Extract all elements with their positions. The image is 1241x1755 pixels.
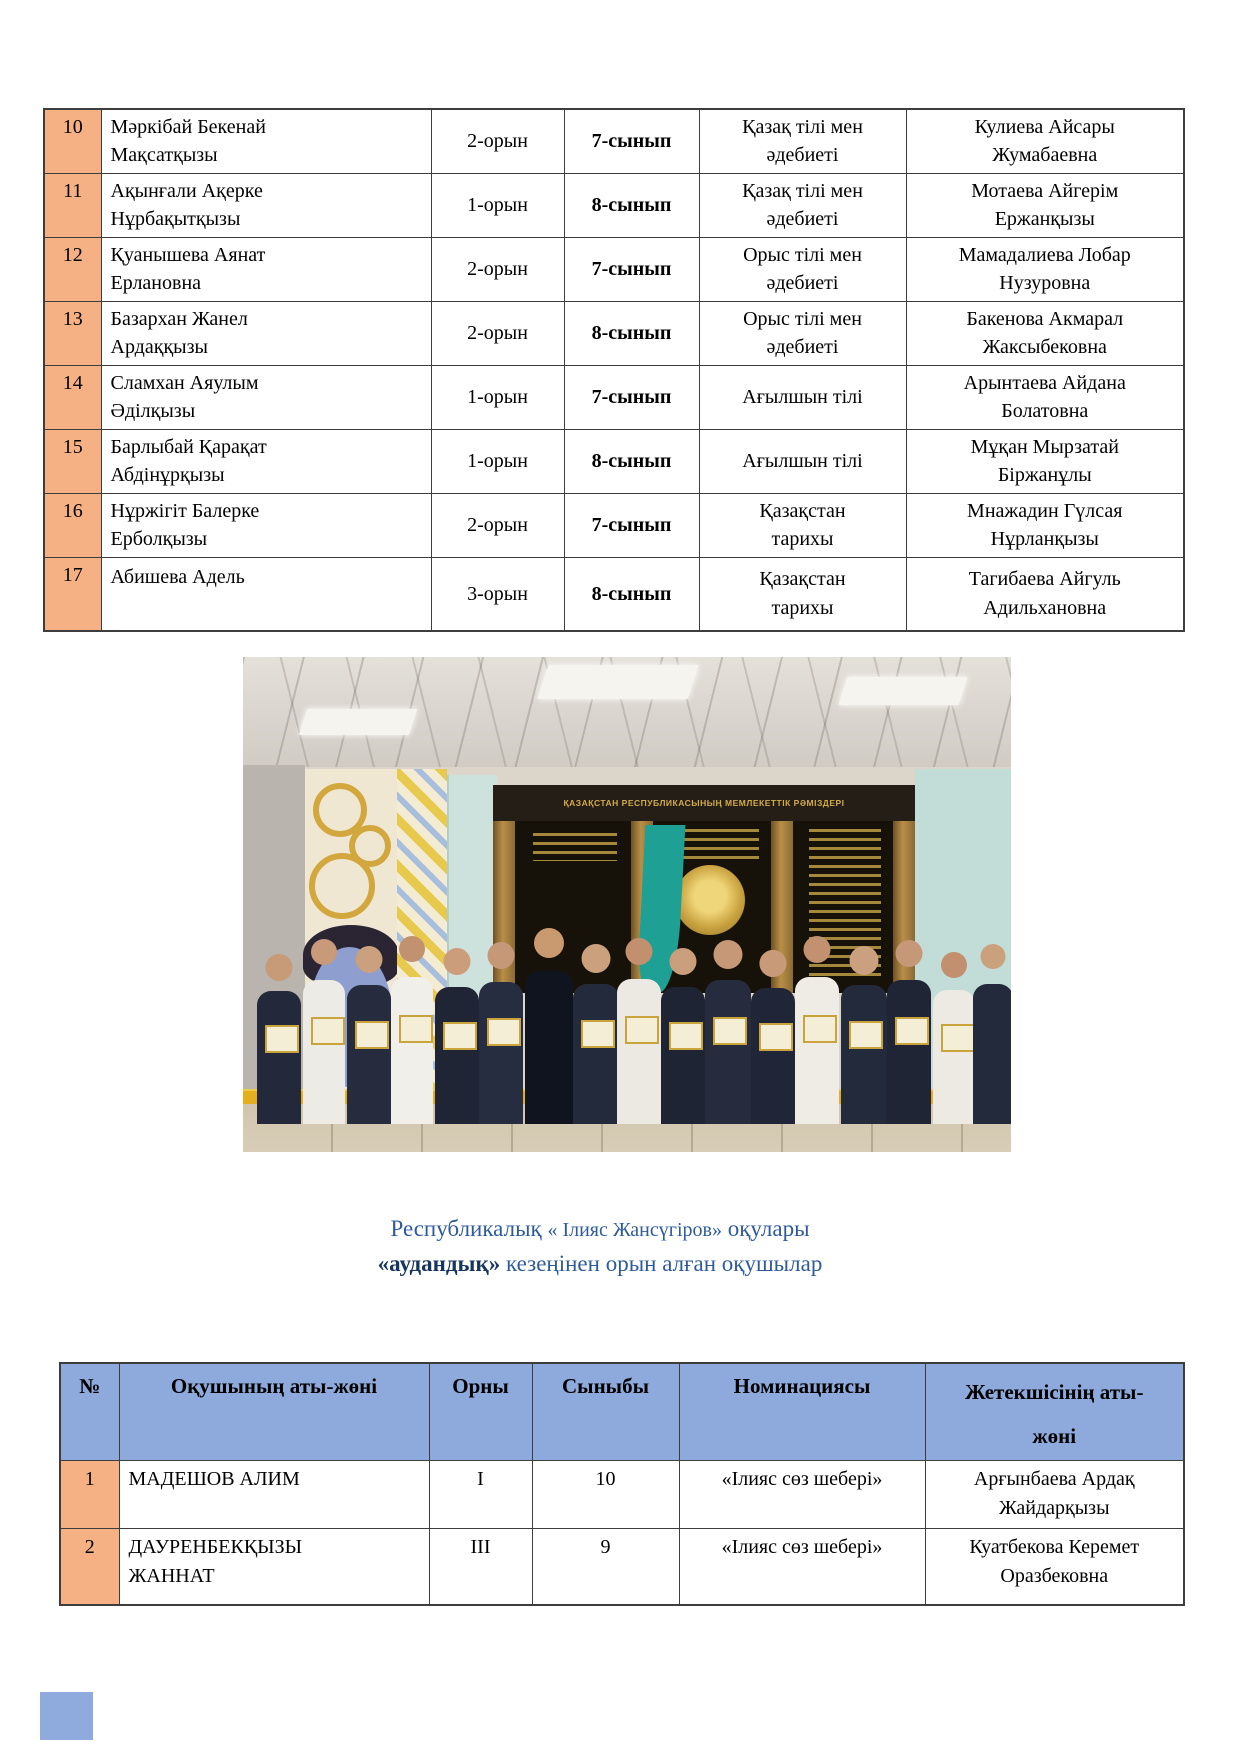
t1-cell-subject: Орыс тілі мен әдебиеті bbox=[699, 301, 906, 365]
table-row bbox=[60, 1529, 1184, 1605]
person-body bbox=[525, 971, 573, 1124]
t1-cell-subject: Ағылшын тілі bbox=[699, 365, 906, 429]
t2-cell-place: I bbox=[429, 1461, 532, 1529]
certificate bbox=[669, 1022, 703, 1050]
t1-cell-num: 15 bbox=[44, 429, 101, 493]
t1-cell-num: 11 bbox=[44, 173, 101, 237]
t2-cell-place: III bbox=[429, 1529, 532, 1605]
t1-cell-place: 1-орын bbox=[431, 173, 564, 237]
t1-cell-name: Қуанышева Аянат Ерлановна bbox=[101, 237, 431, 301]
ceiling-light bbox=[299, 709, 417, 735]
certificate bbox=[443, 1022, 477, 1050]
table-row bbox=[44, 429, 1184, 493]
table-row bbox=[44, 109, 1184, 173]
t1-cell-grade: 7-сынып bbox=[564, 237, 699, 301]
person-body bbox=[573, 984, 619, 1124]
person-head bbox=[582, 944, 611, 973]
t1-cell-subject: Ағылшын тілі bbox=[699, 429, 906, 493]
t2-cell-name: ДАУРЕНБЕКҚЫЗЫ ЖАННАТ bbox=[119, 1529, 429, 1605]
person-body bbox=[435, 987, 479, 1124]
person-body bbox=[887, 980, 931, 1124]
table-row bbox=[60, 1461, 1184, 1529]
t1-cell-place: 3-орын bbox=[431, 557, 564, 631]
ceiling-light bbox=[838, 677, 967, 705]
heading-line1-part1: Республикалық bbox=[390, 1216, 548, 1241]
person-head bbox=[488, 942, 515, 969]
table-row bbox=[44, 557, 1184, 631]
person-figure bbox=[303, 939, 345, 1124]
person-figure bbox=[391, 936, 433, 1124]
person-head bbox=[714, 940, 743, 969]
certificate bbox=[311, 1017, 345, 1045]
t2-cell-name: МАДЕШОВ АЛИМ bbox=[119, 1461, 429, 1529]
person-body bbox=[841, 985, 887, 1124]
person-body bbox=[303, 980, 345, 1124]
section-heading bbox=[20, 1212, 1180, 1281]
t1-cell-teacher: Тагибаева Айгуль Адильхановна bbox=[906, 557, 1184, 631]
person-body bbox=[751, 988, 795, 1124]
results-table-subjects-body bbox=[44, 109, 1184, 631]
certificate bbox=[581, 1020, 615, 1048]
t1-cell-subject: Қазақстан тарихы bbox=[699, 557, 906, 631]
heading-line1 bbox=[20, 1212, 1180, 1247]
t1-cell-name: Сламхан Аяулым Әділқызы bbox=[101, 365, 431, 429]
contest-table-header-row bbox=[60, 1363, 1184, 1461]
t1-cell-teacher: Мнажадин Гүлсая Нұрланқызы bbox=[906, 493, 1184, 557]
t1-cell-num: 12 bbox=[44, 237, 101, 301]
person-head bbox=[311, 939, 337, 965]
person-figure bbox=[479, 942, 523, 1124]
state-emblem bbox=[675, 865, 745, 935]
t1-cell-grade: 7-сынып bbox=[564, 109, 699, 173]
t2-cell-nomination: «Ілияс сөз шебері» bbox=[679, 1529, 925, 1605]
person-figure bbox=[887, 940, 931, 1124]
heading-line1-part2: « Ілияс Жансүгіров» bbox=[547, 1219, 722, 1241]
person-figure bbox=[617, 938, 661, 1124]
ceiling-light bbox=[537, 665, 698, 699]
t1-cell-subject: Орыс тілі мен әдебиеті bbox=[699, 237, 906, 301]
t1-cell-place: 2-орын bbox=[431, 493, 564, 557]
t2-header-cell: Жетекшісінің аты-жөні bbox=[925, 1363, 1184, 1461]
t1-cell-place: 1-орын bbox=[431, 365, 564, 429]
person-figure bbox=[257, 954, 301, 1124]
table-row bbox=[44, 237, 1184, 301]
person-head bbox=[850, 946, 879, 975]
person-figure bbox=[525, 928, 573, 1124]
heading-line2-bold: «аудандық» bbox=[377, 1250, 507, 1276]
person-head bbox=[670, 948, 697, 975]
t1-cell-name: Абишева Адель bbox=[101, 557, 431, 631]
person-head bbox=[399, 936, 425, 962]
group-photo bbox=[243, 657, 1011, 1152]
t2-header-cell: Орны bbox=[429, 1363, 532, 1461]
t1-cell-grade: 7-сынып bbox=[564, 493, 699, 557]
certificate bbox=[895, 1017, 929, 1045]
person-head bbox=[444, 948, 471, 975]
certificate bbox=[399, 1015, 433, 1043]
person-head bbox=[760, 950, 787, 977]
blue-shape bbox=[40, 1692, 93, 1740]
t2-header-cell: Номинациясы bbox=[679, 1363, 925, 1461]
person-head bbox=[896, 940, 923, 967]
certificate bbox=[265, 1025, 299, 1053]
t1-cell-teacher: Арынтаева Айдана Болатовна bbox=[906, 365, 1184, 429]
person-head bbox=[941, 952, 967, 978]
t2-cell-grade: 9 bbox=[532, 1529, 679, 1605]
t1-cell-teacher: Кулиева Айсары Жумабаевна bbox=[906, 109, 1184, 173]
certificate bbox=[625, 1016, 659, 1044]
t2-cell-num: 2 bbox=[60, 1529, 119, 1605]
t1-cell-num: 17 bbox=[44, 557, 101, 631]
person-figure bbox=[573, 944, 619, 1124]
results-table-contest-body bbox=[60, 1461, 1184, 1605]
person-body bbox=[257, 991, 301, 1124]
t1-cell-grade: 7-сынып bbox=[564, 365, 699, 429]
person-body bbox=[479, 982, 523, 1124]
t1-cell-teacher: Мұқан Мырзатай Біржанұлы bbox=[906, 429, 1184, 493]
person-body bbox=[391, 977, 433, 1124]
t1-cell-name: Нұржігіт Балерке Ерболқызы bbox=[101, 493, 431, 557]
t1-cell-num: 14 bbox=[44, 365, 101, 429]
heading-line1-part3: оқулары bbox=[721, 1216, 810, 1241]
person-body bbox=[705, 980, 751, 1124]
t1-cell-name: Базархан Жанел Ардаққызы bbox=[101, 301, 431, 365]
mural-ornament bbox=[309, 853, 375, 919]
table-row bbox=[44, 493, 1184, 557]
t1-cell-name: Барлыбай Қарақат Абдінұрқызы bbox=[101, 429, 431, 493]
certificate bbox=[487, 1018, 521, 1046]
t1-cell-place: 2-орын bbox=[431, 109, 564, 173]
t1-cell-teacher: Мотаева Айгерім Ержанқызы bbox=[906, 173, 1184, 237]
person-head bbox=[266, 954, 293, 981]
t1-cell-grade: 8-сынып bbox=[564, 429, 699, 493]
t2-cell-teacher: Арғынбаева Ардақ Жайдарқызы bbox=[925, 1461, 1184, 1529]
symbols-board-title: ҚАЗАҚСТАН РЕСПУБЛИКАСЫНЫҢ МЕМЛЕКЕТТІК РӘМІЗДЕРІ bbox=[493, 785, 915, 821]
person-figure bbox=[435, 948, 479, 1124]
t1-cell-teacher: Мамадалиева Лобар Нузуровна bbox=[906, 237, 1184, 301]
person-body bbox=[795, 977, 839, 1124]
person-figure bbox=[347, 946, 391, 1124]
t1-cell-subject: Қазақ тілі мен әдебиеті bbox=[699, 109, 906, 173]
t2-cell-grade: 10 bbox=[532, 1461, 679, 1529]
t1-cell-num: 13 bbox=[44, 301, 101, 365]
person-head bbox=[626, 938, 653, 965]
person-figure bbox=[933, 952, 975, 1124]
person-body bbox=[933, 990, 975, 1124]
person-body bbox=[347, 985, 391, 1124]
heading-line2-rest: кезеңінен орын алған оқушылар bbox=[506, 1250, 823, 1276]
person-body bbox=[661, 987, 705, 1124]
table-row bbox=[44, 301, 1184, 365]
table-row bbox=[44, 365, 1184, 429]
t1-cell-num: 10 bbox=[44, 109, 101, 173]
person-head bbox=[981, 944, 1006, 969]
t2-cell-nomination: «Ілияс сөз шебері» bbox=[679, 1461, 925, 1529]
person-figure bbox=[841, 946, 887, 1124]
results-table-contest bbox=[59, 1362, 1185, 1606]
t2-header-cell: Сыныбы bbox=[532, 1363, 679, 1461]
person-figure bbox=[661, 948, 705, 1124]
t2-header-cell: № bbox=[60, 1363, 119, 1461]
t1-cell-grade: 8-сынып bbox=[564, 301, 699, 365]
results-table-subjects bbox=[43, 108, 1185, 632]
person-head bbox=[534, 928, 564, 958]
person-figure bbox=[795, 936, 839, 1124]
person-figure bbox=[751, 950, 795, 1124]
person-figure bbox=[973, 944, 1011, 1124]
heading-line2 bbox=[20, 1247, 1180, 1282]
t1-cell-grade: 8-сынып bbox=[564, 173, 699, 237]
person-body bbox=[973, 984, 1011, 1124]
t1-cell-num: 16 bbox=[44, 493, 101, 557]
t1-cell-place: 2-орын bbox=[431, 237, 564, 301]
certificate bbox=[803, 1015, 837, 1043]
t2-header-cell: Оқушының аты-жөні bbox=[119, 1363, 429, 1461]
certificate bbox=[941, 1024, 975, 1052]
certificate bbox=[713, 1017, 747, 1045]
person-figure bbox=[705, 940, 751, 1124]
t2-cell-teacher: Куатбекова Керемет Оразбековна bbox=[925, 1529, 1184, 1605]
t1-cell-name: Ақынғали Ақерке Нұрбақытқызы bbox=[101, 173, 431, 237]
board-flag-caption bbox=[533, 833, 617, 861]
t1-cell-grade: 8-сынып bbox=[564, 557, 699, 631]
t1-cell-place: 2-орын bbox=[431, 301, 564, 365]
t1-cell-subject: Қазақстан тарихы bbox=[699, 493, 906, 557]
t1-cell-name: Мәркібай Бекенай Мақсатқызы bbox=[101, 109, 431, 173]
t1-cell-teacher: Бакенова Акмарал Жаксыбековна bbox=[906, 301, 1184, 365]
t1-cell-place: 1-орын bbox=[431, 429, 564, 493]
person-head bbox=[356, 946, 383, 973]
person-body bbox=[617, 979, 661, 1124]
table-row bbox=[44, 173, 1184, 237]
certificate bbox=[759, 1023, 793, 1051]
certificate bbox=[355, 1021, 389, 1049]
certificate bbox=[849, 1021, 883, 1049]
t1-cell-subject: Қазақ тілі мен әдебиеті bbox=[699, 173, 906, 237]
t2-cell-num: 1 bbox=[60, 1461, 119, 1529]
person-head bbox=[804, 936, 831, 963]
